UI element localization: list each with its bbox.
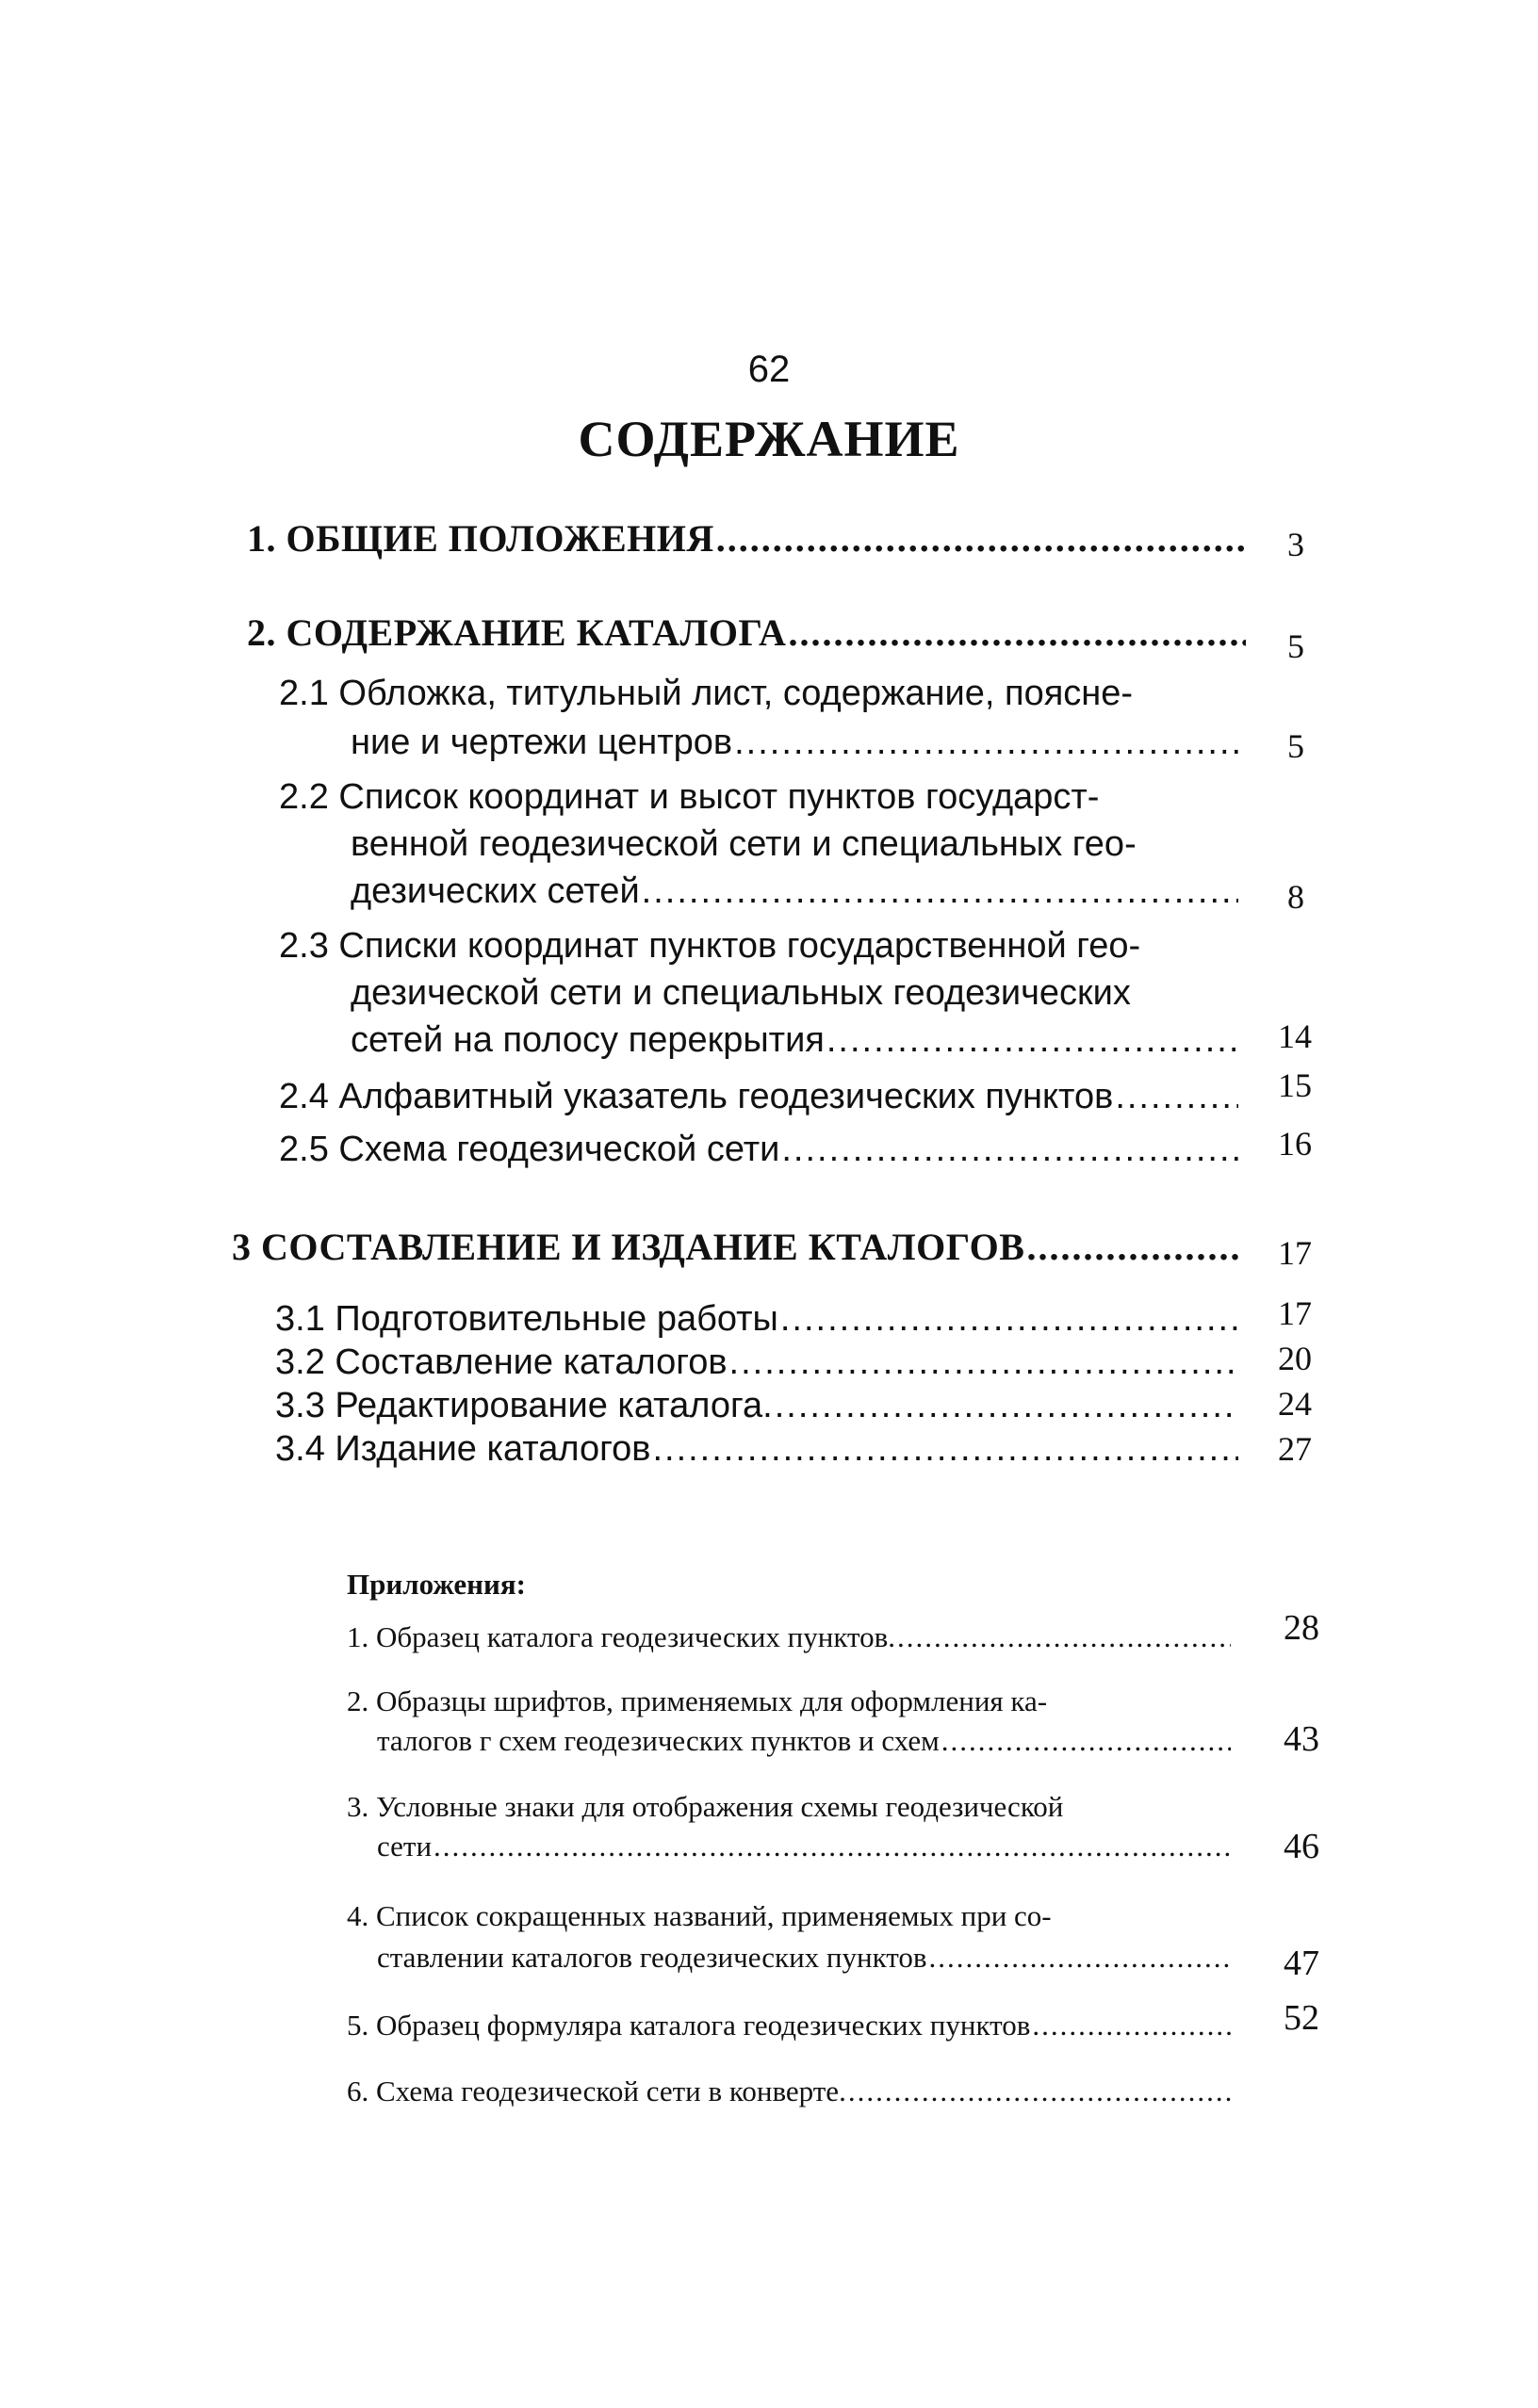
toc-entry-2-text: 2. СОДЕРЖАНИЕ КАТАЛОГА: [247, 611, 787, 654]
appendix-4-line1: 4. Список сокращенных названий, применяемых при со-: [347, 1899, 1052, 1932]
toc-entry-3-3-text: 3.3 Редактирование каталога.: [275, 1386, 773, 1425]
toc-entry-3-text: 3 СОСТАВЛЕНИЕ И ИЗДАНИЕ КТАЛОГОВ: [232, 1226, 1025, 1268]
appendix-4-page: 47: [1284, 1944, 1319, 1983]
toc-entry-2-1-page: 5: [1287, 727, 1304, 765]
toc-entry-2-2: [351, 869, 1244, 914]
appendix-5: [347, 2007, 1236, 2044]
toc-entry-2-3: [351, 1017, 1244, 1063]
toc-entry-3-2: [275, 1340, 1244, 1385]
appendix-2-page: 43: [1284, 1719, 1319, 1759]
leader-dots: [1026, 1225, 1238, 1270]
toc-entry-2-4: [279, 1074, 1244, 1119]
leader-dots: [941, 1722, 1231, 1760]
toc-entry-3-2-text: 3.2 Составление каталогов: [275, 1342, 728, 1382]
appendix-1: [347, 1619, 1236, 1656]
leader-dots: [1032, 2007, 1231, 2044]
leader-dots: [716, 516, 1246, 561]
toc-entry-2-3-line1: 2.3 Списки координат пунктов государственной гео-: [279, 926, 1141, 966]
appendix-2: [377, 1722, 1236, 1760]
appendix-3-page: 46: [1284, 1827, 1319, 1866]
toc-entry-2-5: [279, 1127, 1244, 1172]
leader-dots: [652, 1426, 1238, 1472]
toc-entry-3-4: [275, 1426, 1244, 1472]
leader-dots: [642, 869, 1238, 914]
appendix-6-text: 6. Схема геодезической сети в конверте.: [347, 2074, 846, 2107]
appendix-4: [377, 1939, 1236, 1977]
toc-entry-2-2-text: дезических сетей: [351, 871, 640, 911]
toc-entry-2-1: [351, 720, 1244, 765]
toc-entry-2: [247, 610, 1252, 656]
toc-entry-2-3-line2: дезической сети и специальных геодезических: [351, 973, 1131, 1013]
toc-entry-3-page: 17: [1278, 1234, 1312, 1272]
appendix-5-page: 52: [1284, 1998, 1319, 2038]
leader-dots: [1115, 1074, 1238, 1119]
leader-dots: [781, 1127, 1238, 1172]
toc-entry-2-1-line1: 2.1 Обложка, титульный лист, содержание, поясне-: [279, 674, 1134, 713]
toc-entry-2-5-text: 2.5 Схема геодезической сети: [279, 1130, 780, 1169]
toc-entry-3-3-page: 24: [1278, 1385, 1312, 1423]
toc-entry-2-4-page: 15: [1278, 1066, 1312, 1104]
appendix-3-line1: 3. Условные знаки для отображения схемы геодезической: [347, 1790, 1064, 1823]
appendix-3-text: сети: [377, 1830, 433, 1863]
leader-dots: [929, 1939, 1231, 1977]
toc-entry-3-1-text: 3.1 Подготовительные работы: [275, 1299, 778, 1339]
toc-entry-3-2-page: 20: [1278, 1340, 1312, 1377]
leader-dots: [848, 2073, 1231, 2110]
appendix-1-text: 1. Образец каталога геодезических пунктов.: [347, 1620, 896, 1653]
toc-entry-2-1-text: ние и чертежи центров: [351, 723, 733, 762]
toc-entry-1: [247, 516, 1252, 561]
toc-entry-1-text: 1. ОБЩИЕ ПОЛОЖЕНИЯ: [247, 517, 714, 560]
toc-entry-1-page: 3: [1287, 526, 1304, 563]
appendix-6: [347, 2073, 1236, 2110]
toc-entry-2-3-page: 14: [1278, 1017, 1312, 1055]
appendix-5-text: 5. Образец формуляра каталога геодезических пунктов: [347, 2009, 1031, 2042]
leader-dots: [788, 610, 1246, 656]
leader-dots: [729, 1340, 1238, 1385]
leader-dots: [897, 1619, 1231, 1656]
appendix-4-text: ставлении каталогов геодезических пунктов: [377, 1941, 927, 1974]
leader-dots: [434, 1828, 1231, 1865]
document-title: СОДЕРЖАНИЕ: [578, 411, 960, 467]
leader-dots: [734, 720, 1238, 765]
toc-entry-2-2-page: 8: [1287, 878, 1304, 916]
page-number: 62: [747, 349, 791, 390]
toc-entry-2-2-line1: 2.2 Список координат и высот пунктов государст-: [279, 777, 1100, 817]
leader-dots: [775, 1383, 1238, 1428]
toc-entry-2-5-page: 16: [1278, 1125, 1312, 1163]
toc-entry-2-4-text: 2.4 Алфавитный указатель геодезических пунктов: [279, 1077, 1114, 1116]
toc-entry-2-3-text: сетей на полосу перекрытия: [351, 1020, 825, 1060]
toc-entry-3-1: [275, 1296, 1244, 1342]
leader-dots: [780, 1296, 1238, 1342]
toc-entry-3-4-text: 3.4 Издание каталогов: [275, 1429, 651, 1469]
appendix-2-line1: 2. Образцы шрифтов, применяемых для оформления ка-: [347, 1684, 1048, 1717]
toc-entry-3: [232, 1225, 1244, 1270]
toc-entry-2-2-line2: венной геодезической сети и специальных гео-: [351, 824, 1137, 864]
appendices-heading: Приложения:: [347, 1568, 526, 1601]
toc-entry-3-3: [275, 1383, 1244, 1428]
appendix-3: [377, 1828, 1236, 1865]
leader-dots: [826, 1017, 1238, 1063]
appendix-1-page: 28: [1284, 1608, 1319, 1648]
toc-entry-3-1-page: 17: [1278, 1294, 1312, 1332]
appendix-2-text: талогов г схем геодезических пунктов и схем: [377, 1724, 940, 1757]
toc-entry-3-4-page: 27: [1278, 1430, 1312, 1468]
toc-entry-2-page: 5: [1287, 627, 1304, 665]
